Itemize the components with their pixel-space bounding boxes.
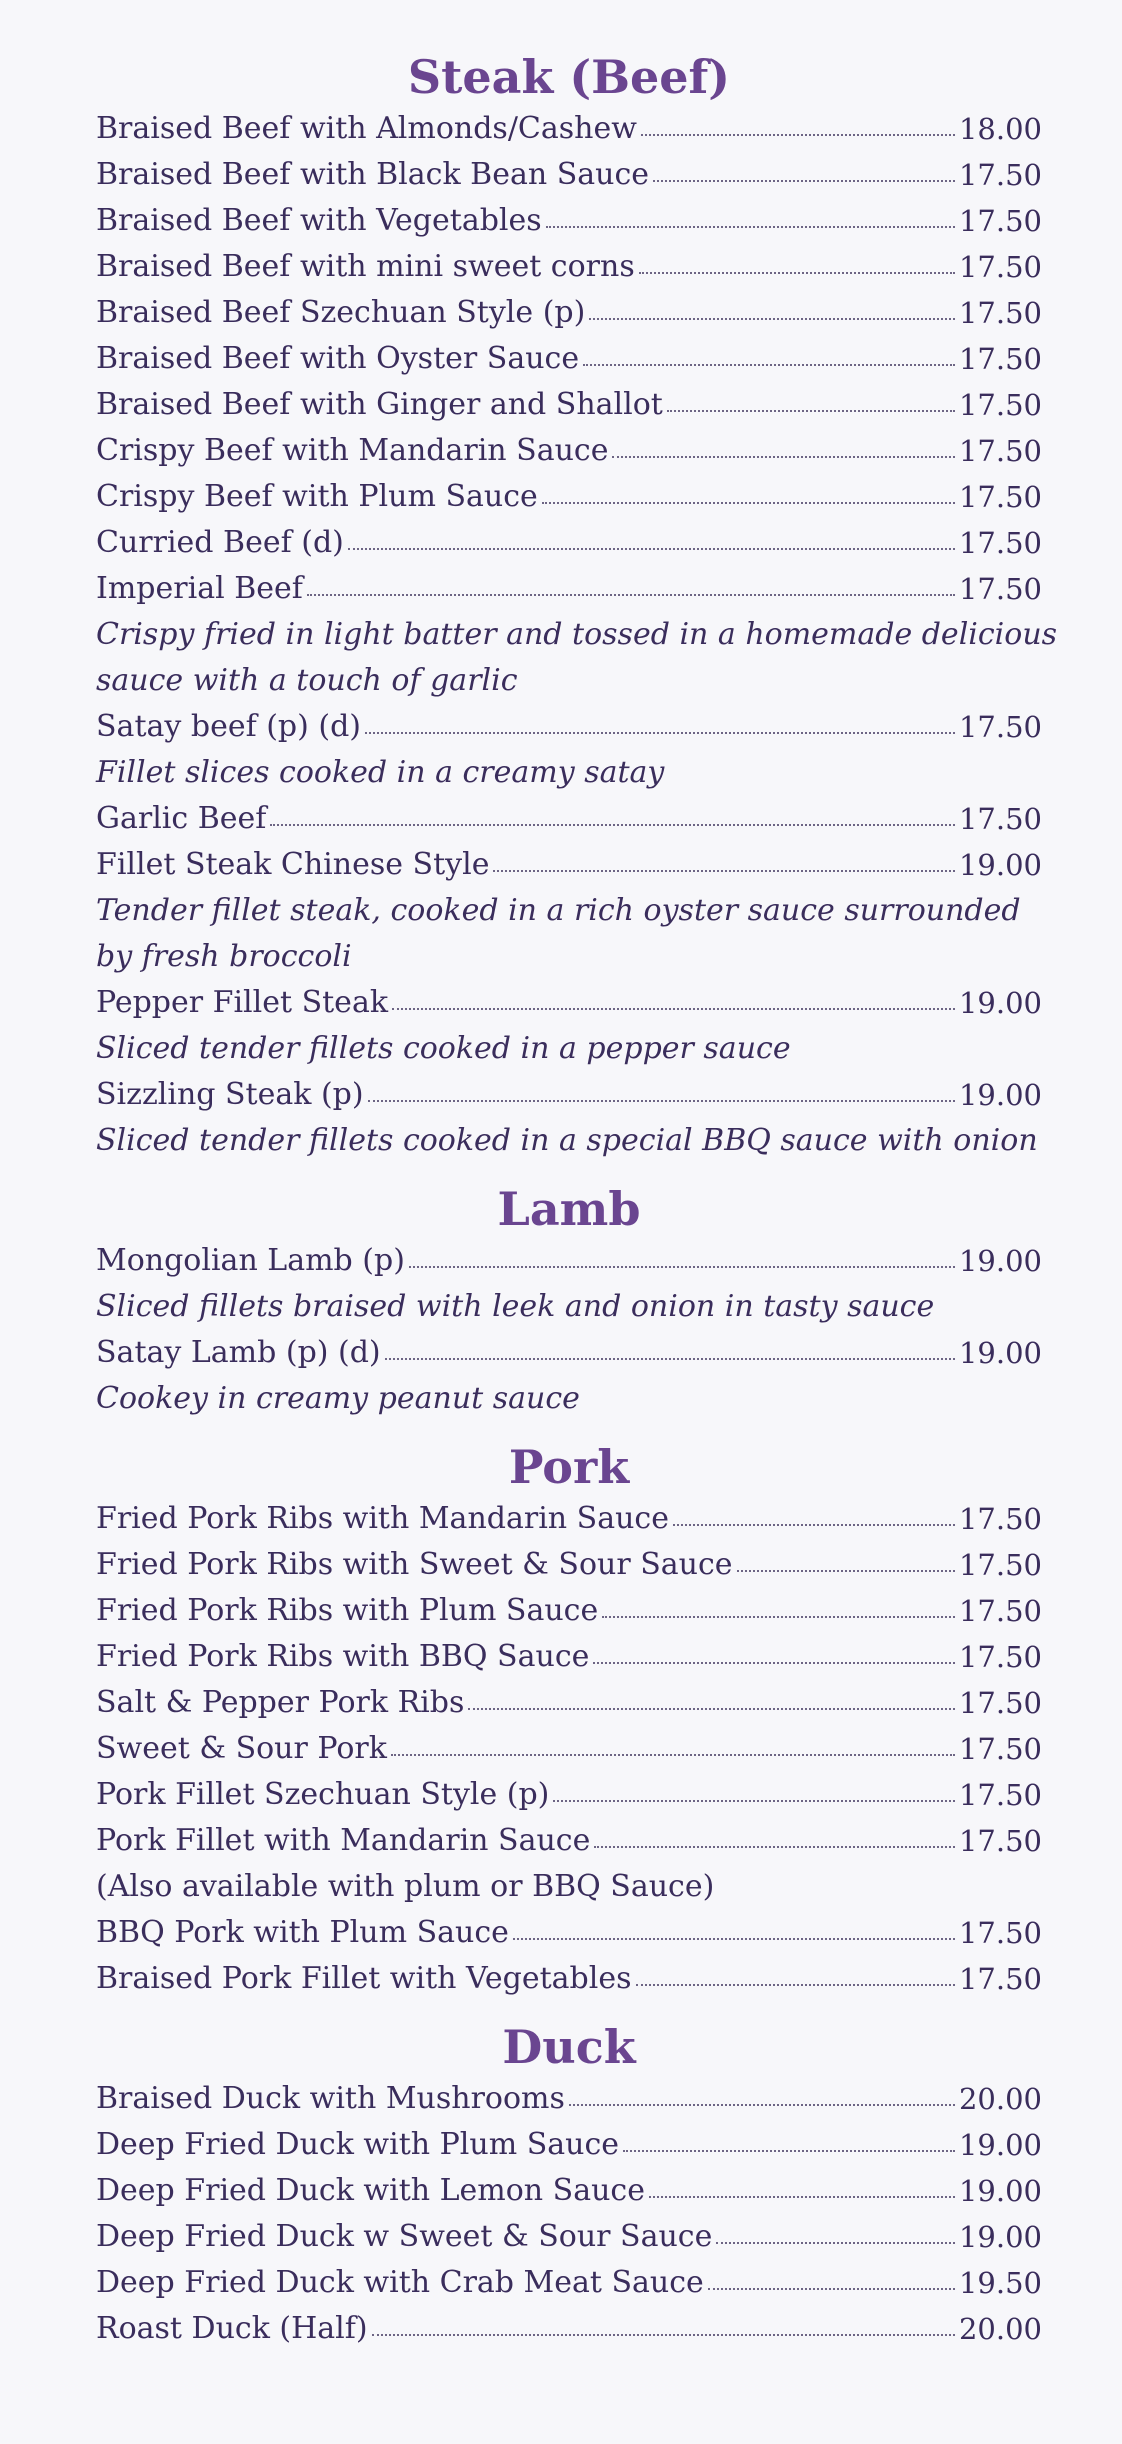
menu-item	[96, 1232, 1042, 1278]
dot-leader	[639, 272, 955, 274]
menu-item	[96, 1582, 1042, 1628]
item-price: 17.50	[958, 526, 1042, 560]
item-name: Satay beef (p) (d)	[96, 709, 361, 744]
dot-leader	[602, 1616, 955, 1618]
item-price: 17.50	[958, 1686, 1042, 1720]
item-description: Tender fillet steak, cooked in a rich oyster sauce surrounded	[96, 893, 1021, 928]
item-price: 17.50	[958, 296, 1042, 330]
item-price: 17.50	[958, 204, 1042, 238]
item-price: 19.00	[958, 2128, 1042, 2162]
dot-leader	[553, 1800, 955, 1802]
item-price: 19.00	[958, 1078, 1042, 1112]
item-name: Braised Beef with Almonds/Cashew	[96, 111, 637, 146]
item-description: Fillet slices cooked in a creamy satay	[96, 755, 665, 790]
menu-list	[96, 1490, 1042, 1996]
item-name: Garlic Beef	[96, 801, 267, 836]
item-description: Sliced tender fillets cooked in a pepper sauce	[96, 1031, 791, 1066]
dot-leader	[493, 870, 955, 872]
item-price: 19.00	[958, 1244, 1042, 1278]
dot-leader	[368, 1100, 955, 1102]
item-price: 17.50	[958, 1916, 1042, 1950]
menu-item	[96, 1904, 1042, 1950]
dot-leader	[307, 594, 955, 596]
item-name: Braised Beef Szechuan Style (p)	[96, 295, 586, 330]
item-name: Pork Fillet with Mandarin Sauce	[96, 1823, 591, 1858]
item-description: Sliced tender fillets cooked in a special BBQ sauce with onion	[96, 1123, 1038, 1158]
menu-item	[96, 146, 1042, 192]
item-description: Cookey in creamy peanut sauce	[96, 1381, 580, 1416]
dot-leader	[348, 548, 955, 550]
menu-list	[96, 1232, 1042, 1416]
menu-list	[96, 100, 1058, 1158]
item-name: Salt & Pepper Pork Ribs	[96, 1685, 465, 1720]
menu-item	[96, 238, 1042, 284]
item-price: 17.50	[958, 158, 1042, 192]
menu-item	[96, 1674, 1042, 1720]
item-price: 17.50	[958, 1502, 1042, 1536]
item-price: 17.50	[958, 1548, 1042, 1582]
item-name: Curried Beef (d)	[96, 525, 344, 560]
menu-item	[96, 284, 1042, 330]
menu-item	[96, 698, 1042, 744]
dot-leader	[636, 1984, 955, 1986]
item-name: Braised Beef with Oyster Sauce	[96, 341, 580, 376]
item-price: 17.50	[958, 802, 1042, 836]
dot-leader	[372, 2334, 955, 2336]
item-name: Deep Fried Duck with Crab Meat Sauce	[96, 2265, 704, 2300]
menu-item	[96, 376, 1042, 422]
menu-item	[96, 1536, 1042, 1582]
dot-leader	[612, 456, 954, 458]
item-price: 19.00	[958, 2174, 1042, 2208]
menu-item	[96, 1628, 1042, 1674]
dot-leader	[653, 180, 955, 182]
item-note: (Also available with plum or BBQ Sauce)	[96, 1869, 715, 1904]
menu-item	[96, 514, 1042, 560]
menu-item	[96, 468, 1042, 514]
item-name: Sweet & Sour Pork	[96, 1731, 387, 1766]
dot-leader	[569, 2104, 955, 2106]
item-price: 17.50	[958, 342, 1042, 376]
item-name: Braised Beef with Ginger and Shallot	[96, 387, 663, 422]
dot-leader	[270, 824, 955, 826]
item-price: 17.50	[958, 1778, 1042, 1812]
dot-leader	[409, 1266, 955, 1268]
menu-item	[96, 1490, 1042, 1536]
item-price: 19.00	[958, 2220, 1042, 2254]
section-title: Pork	[508, 1440, 630, 1494]
item-name: Pork Fillet Szechuan Style (p)	[96, 1777, 550, 1812]
item-description: sauce with a touch of garlic	[96, 663, 518, 698]
menu-item	[96, 100, 1042, 146]
item-price: 20.00	[958, 2312, 1042, 2346]
item-price: 17.50	[958, 388, 1042, 422]
dot-leader	[673, 1524, 955, 1526]
item-name: Sizzling Steak (p)	[96, 1077, 364, 1112]
item-price: 17.50	[958, 1732, 1042, 1766]
item-name: Braised Duck with Mushrooms	[96, 2081, 565, 2116]
item-name: Braised Beef with Black Bean Sauce	[96, 157, 650, 192]
dot-leader	[649, 2196, 955, 2198]
item-price: 17.50	[958, 710, 1042, 744]
menu-item	[96, 1812, 1042, 1858]
item-name: Fried Pork Ribs with BBQ Sauce	[96, 1639, 590, 1674]
section-title: Duck	[502, 2020, 636, 2074]
item-price: 19.00	[958, 986, 1042, 1020]
dot-leader	[708, 2288, 955, 2290]
dot-leader	[593, 1662, 955, 1664]
dot-leader	[365, 732, 955, 734]
dot-leader	[546, 226, 955, 228]
menu-item	[96, 2254, 1042, 2300]
item-name: Fried Pork Ribs with Plum Sauce	[96, 1593, 599, 1628]
section-duck	[96, 2020, 1042, 2346]
item-name: Braised Pork Fillet with Vegetables	[96, 1961, 632, 1996]
menu-item	[96, 560, 1042, 606]
item-name: Fillet Steak Chinese Style	[96, 847, 490, 882]
section-lamb	[96, 1182, 1042, 1416]
dot-leader	[385, 1358, 955, 1360]
menu-item	[96, 422, 1042, 468]
menu-item	[96, 2208, 1042, 2254]
menu-item	[96, 974, 1042, 1020]
item-name: Deep Fried Duck w Sweet & Sour Sauce	[96, 2219, 713, 2254]
menu-item	[96, 2070, 1042, 2116]
menu-item	[96, 330, 1042, 376]
item-name: Deep Fried Duck with Lemon Sauce	[96, 2173, 645, 2208]
item-name: Deep Fried Duck with Plum Sauce	[96, 2127, 620, 2162]
item-name: BBQ Pork with Plum Sauce	[96, 1915, 509, 1950]
dot-leader	[737, 1570, 955, 1572]
item-price: 19.00	[958, 848, 1042, 882]
dot-leader	[542, 502, 955, 504]
item-name: Imperial Beef	[96, 571, 303, 606]
menu-list	[96, 2070, 1042, 2346]
section-steak-beef	[96, 50, 1058, 1158]
dot-leader	[716, 2242, 955, 2244]
item-description: Sliced fillets braised with leek and onion in tasty sauce	[96, 1289, 935, 1324]
item-name: Braised Beef with Vegetables	[96, 203, 542, 238]
menu-item	[96, 1324, 1042, 1370]
dot-leader	[583, 364, 955, 366]
dot-leader	[589, 318, 955, 320]
item-description: Crispy fried in light batter and tossed in a homemade delicious	[96, 617, 1058, 652]
item-name: Mongolian Lamb (p)	[96, 1243, 405, 1278]
item-price: 17.50	[958, 572, 1042, 606]
menu-item	[96, 192, 1042, 238]
menu-item	[96, 1066, 1042, 1112]
item-price: 18.00	[958, 112, 1042, 146]
dot-leader	[392, 1008, 955, 1010]
menu-item	[96, 2162, 1042, 2208]
item-price: 17.50	[958, 250, 1042, 284]
item-price: 17.50	[958, 434, 1042, 468]
item-name: Roast Duck (Half)	[96, 2311, 368, 2346]
item-name: Fried Pork Ribs with Sweet & Sour Sauce	[96, 1547, 733, 1582]
item-price: 20.00	[958, 2082, 1042, 2116]
item-name: Braised Beef with mini sweet corns	[96, 249, 635, 284]
dot-leader	[468, 1708, 955, 1710]
menu-item	[96, 2116, 1042, 2162]
menu-item	[96, 1766, 1042, 1812]
item-name: Fried Pork Ribs with Mandarin Sauce	[96, 1501, 669, 1536]
dot-leader	[623, 2150, 955, 2152]
dot-leader	[513, 1938, 955, 1940]
item-name: Satay Lamb (p) (d)	[96, 1335, 381, 1370]
dot-leader	[641, 134, 955, 136]
item-price: 17.50	[958, 1594, 1042, 1628]
menu-item	[96, 1950, 1042, 1996]
item-name: Crispy Beef with Plum Sauce	[96, 479, 538, 514]
menu-item	[96, 1720, 1042, 1766]
menu-item	[96, 2300, 1042, 2346]
item-name: Crispy Beef with Mandarin Sauce	[96, 433, 609, 468]
item-description: by fresh broccoli	[96, 939, 352, 974]
item-price: 17.50	[958, 480, 1042, 514]
menu-item	[96, 836, 1042, 882]
section-title: Lamb	[497, 1182, 641, 1236]
dot-leader	[594, 1846, 955, 1848]
section-title: Steak (Beef)	[407, 50, 731, 104]
item-price: 17.50	[958, 1962, 1042, 1996]
section-pork	[96, 1440, 1042, 1996]
item-name: Pepper Fillet Steak	[96, 985, 389, 1020]
item-price: 19.00	[958, 1336, 1042, 1370]
item-price: 17.50	[958, 1640, 1042, 1674]
item-price: 19.50	[958, 2266, 1042, 2300]
menu-item	[96, 790, 1042, 836]
dot-leader	[667, 410, 955, 412]
dot-leader	[391, 1754, 955, 1756]
item-price: 17.50	[958, 1824, 1042, 1858]
